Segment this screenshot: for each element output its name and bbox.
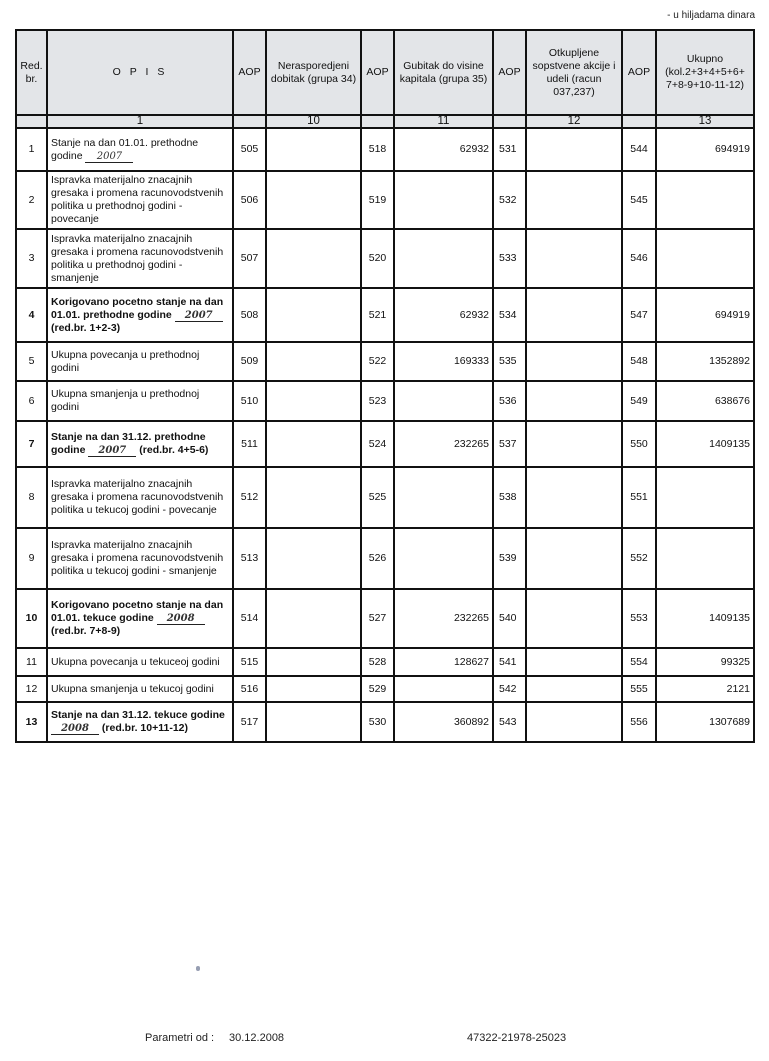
value-col11: 169333 <box>394 342 493 381</box>
header-opis: O P I S <box>47 30 233 115</box>
row-number: 13 <box>16 702 47 742</box>
aop-code-col12: 534 <box>493 288 526 342</box>
header-aop: AOP <box>622 30 656 115</box>
aop-code-col10: 505 <box>233 128 266 171</box>
params-label: Parametri od : <box>145 1032 215 1044</box>
row-description: Stanje na dan 01.01. prethodne godine <box>51 136 199 162</box>
table-row <box>16 421 754 467</box>
value-col12 <box>526 171 622 229</box>
aop-code-col13: 546 <box>622 229 656 288</box>
aop-code-col10: 511 <box>233 421 266 467</box>
value-col10 <box>266 342 361 381</box>
aop-code-col11: 529 <box>361 676 394 702</box>
scan-speck <box>196 966 200 971</box>
table-row <box>16 229 754 288</box>
colnum-empty <box>361 115 394 128</box>
row-number: 11 <box>16 648 47 676</box>
value-col12 <box>526 229 622 288</box>
value-col11 <box>394 467 493 528</box>
table-row <box>16 467 754 528</box>
aop-code-col13: 553 <box>622 589 656 648</box>
row-description-cell <box>47 229 233 288</box>
value-col13 <box>656 229 754 288</box>
row-description-cell <box>47 421 233 467</box>
aop-code-col10: 507 <box>233 229 266 288</box>
value-col12 <box>526 342 622 381</box>
row-number: 12 <box>16 676 47 702</box>
value-col10 <box>266 467 361 528</box>
row-description-cell <box>47 676 233 702</box>
colnum-12: 12 <box>526 115 622 128</box>
row-formula: (red.br. 4+5-6) <box>139 444 209 456</box>
header-row <box>16 30 754 115</box>
aop-code-col13: 550 <box>622 421 656 467</box>
row-description-cell <box>47 528 233 589</box>
row-description: Stanje na dan 31.12. prethodne godine <box>51 431 206 456</box>
value-col12 <box>526 589 622 648</box>
aop-code-col12: 533 <box>493 229 526 288</box>
table-row <box>16 589 754 648</box>
row-description-cell <box>47 171 233 229</box>
row-description: Ukupna povecanja u prethodnoj godini <box>51 348 200 374</box>
aop-code-col10: 506 <box>233 171 266 229</box>
handwritten-year: 2008 <box>157 613 205 625</box>
aop-code-col10: 517 <box>233 702 266 742</box>
row-description: Ispravka materijalno znacajnih gresaka i promena racunovodstvenih politika u tekucoj godini - smanjenje <box>51 539 224 577</box>
table-body <box>16 128 754 742</box>
aop-code-col13: 549 <box>622 381 656 421</box>
aop-code-col13: 547 <box>622 288 656 342</box>
value-col11 <box>394 676 493 702</box>
value-col10 <box>266 676 361 702</box>
row-description: Ispravka materijalno znacajnih gresaka i promena racunovodstvenih politika u prethodnoj godini - smanjenje <box>51 232 224 284</box>
aop-code-col12: 531 <box>493 128 526 171</box>
row-description-cell <box>47 589 233 648</box>
value-col12 <box>526 421 622 467</box>
aop-code-col10: 513 <box>233 528 266 589</box>
colnum-empty <box>16 115 47 128</box>
value-col13: 694919 <box>656 128 754 171</box>
value-col12 <box>526 381 622 421</box>
row-description-cell <box>47 381 233 421</box>
header-col13: Ukupno (kol.2+3+4+5+6+ 7+8-9+10-11-12) <box>656 30 754 115</box>
row-description: Stanje na dan 31.12. tekuce godine <box>51 709 225 721</box>
aop-code-col10: 516 <box>233 676 266 702</box>
row-number: 2 <box>16 171 47 229</box>
aop-code-col12: 542 <box>493 676 526 702</box>
aop-code-col10: 515 <box>233 648 266 676</box>
value-col10 <box>266 288 361 342</box>
aop-code-col12: 535 <box>493 342 526 381</box>
aop-code-col11: 522 <box>361 342 394 381</box>
aop-code-col12: 538 <box>493 467 526 528</box>
header-col10: Nerasporedjeni dobitak (grupa 34) <box>266 30 361 115</box>
column-number-row <box>16 115 754 128</box>
row-description-cell <box>47 648 233 676</box>
row-description: Korigovano pocetno stanje na dan 01.01. prethodne godine <box>51 295 224 321</box>
aop-code-col11: 526 <box>361 528 394 589</box>
unit-note: - u hiljadama dinara <box>667 10 755 21</box>
value-col11 <box>394 229 493 288</box>
row-description: Ukupna smanjenja u tekucoj godini <box>51 682 214 695</box>
aop-code-col12: 541 <box>493 648 526 676</box>
handwritten-year: 2008 <box>51 723 99 735</box>
value-col12 <box>526 467 622 528</box>
document-code: 47322-21978-25023 <box>467 1032 567 1044</box>
aop-code-col11: 524 <box>361 421 394 467</box>
colnum-11: 11 <box>394 115 493 128</box>
aop-code-col11: 523 <box>361 381 394 421</box>
aop-code-col12: 540 <box>493 589 526 648</box>
row-description-cell <box>47 467 233 528</box>
colnum-empty <box>493 115 526 128</box>
value-col11: 62932 <box>394 288 493 342</box>
header-col12: Otkupljene sopstvene akcije i udeli (racun 037,237) <box>526 30 622 115</box>
table-row <box>16 676 754 702</box>
row-description-cell <box>47 128 233 171</box>
table-row <box>16 342 754 381</box>
row-number: 3 <box>16 229 47 288</box>
value-col10 <box>266 702 361 742</box>
aop-code-col11: 525 <box>361 467 394 528</box>
value-col13: 2121 <box>656 676 754 702</box>
aop-code-col13: 544 <box>622 128 656 171</box>
table-row <box>16 171 754 229</box>
value-col11 <box>394 171 493 229</box>
handwritten-year: 2007 <box>175 310 223 322</box>
handwritten-year: 2007 <box>88 445 136 457</box>
value-col12 <box>526 288 622 342</box>
aop-code-col11: 530 <box>361 702 394 742</box>
row-formula: (red.br. 10+11-12) <box>101 722 189 734</box>
value-col10 <box>266 171 361 229</box>
value-col12 <box>526 128 622 171</box>
value-col13: 1409135 <box>656 589 754 648</box>
aop-code-col10: 508 <box>233 288 266 342</box>
row-description-cell <box>47 342 233 381</box>
table-row <box>16 288 754 342</box>
value-col11: 232265 <box>394 421 493 467</box>
row-number: 1 <box>16 128 47 171</box>
value-col12 <box>526 648 622 676</box>
aop-code-col12: 539 <box>493 528 526 589</box>
aop-code-col11: 520 <box>361 229 394 288</box>
aop-code-col10: 514 <box>233 589 266 648</box>
header-aop: AOP <box>233 30 266 115</box>
value-col10 <box>266 229 361 288</box>
value-col11: 360892 <box>394 702 493 742</box>
table-row <box>16 702 754 742</box>
row-description: Ukupna povecanja u tekuceoj godini <box>51 655 220 668</box>
colnum-empty <box>622 115 656 128</box>
aop-code-col11: 519 <box>361 171 394 229</box>
colnum-13: 13 <box>656 115 754 128</box>
colnum-10: 10 <box>266 115 361 128</box>
table-row <box>16 528 754 589</box>
row-number: 5 <box>16 342 47 381</box>
aop-code-col11: 527 <box>361 589 394 648</box>
header-aop: AOP <box>361 30 394 115</box>
value-col10 <box>266 128 361 171</box>
aop-code-col11: 528 <box>361 648 394 676</box>
table-row <box>16 128 754 171</box>
value-col10 <box>266 381 361 421</box>
aop-code-col13: 552 <box>622 528 656 589</box>
header-red-br: Red. br. <box>16 30 47 115</box>
value-col11: 232265 <box>394 589 493 648</box>
value-col12 <box>526 528 622 589</box>
value-col10 <box>266 648 361 676</box>
row-description: Ispravka materijalno znacajnih gresaka i promena racunovodstvenih politika u prethodnoj godini - povecanje <box>51 174 224 225</box>
aop-code-col12: 543 <box>493 702 526 742</box>
aop-code-col10: 510 <box>233 381 266 421</box>
row-number: 10 <box>16 589 47 648</box>
row-formula: (red.br. 7+8-9) <box>51 625 121 637</box>
table-row <box>16 381 754 421</box>
aop-code-col13: 551 <box>622 467 656 528</box>
equity-changes-table <box>15 29 755 743</box>
table-row <box>16 648 754 676</box>
header-col11: Gubitak do visine kapitala (grupa 35) <box>394 30 493 115</box>
row-number: 8 <box>16 467 47 528</box>
value-col10 <box>266 421 361 467</box>
value-col13 <box>656 171 754 229</box>
row-description: Ispravka materijalno znacajnih gresaka i promena racunovodstvenih politika u tekucoj godini - povecanje <box>51 478 224 516</box>
row-number: 9 <box>16 528 47 589</box>
aop-code-col10: 509 <box>233 342 266 381</box>
aop-code-col12: 537 <box>493 421 526 467</box>
value-col13: 694919 <box>656 288 754 342</box>
value-col11 <box>394 528 493 589</box>
value-col13: 1307689 <box>656 702 754 742</box>
row-number: 6 <box>16 381 47 421</box>
aop-code-col13: 554 <box>622 648 656 676</box>
value-col11 <box>394 381 493 421</box>
row-description-cell <box>47 288 233 342</box>
row-number: 4 <box>16 288 47 342</box>
handwritten-year: 2007 <box>85 151 133 163</box>
aop-code-col13: 555 <box>622 676 656 702</box>
params-date: 30.12.2008 <box>229 1032 285 1044</box>
value-col13: 1352892 <box>656 342 754 381</box>
aop-code-col12: 536 <box>493 381 526 421</box>
value-col13 <box>656 528 754 589</box>
row-number: 7 <box>16 421 47 467</box>
aop-code-col11: 521 <box>361 288 394 342</box>
row-description: Ukupna smanjenja u prethodnoj godini <box>51 388 200 413</box>
aop-code-col10: 512 <box>233 467 266 528</box>
aop-code-col13: 548 <box>622 342 656 381</box>
value-col10 <box>266 528 361 589</box>
header-aop: AOP <box>493 30 526 115</box>
aop-code-col13: 545 <box>622 171 656 229</box>
colnum-opis: 1 <box>47 115 233 128</box>
row-description-cell <box>47 702 233 742</box>
value-col11: 128627 <box>394 648 493 676</box>
colnum-empty <box>233 115 266 128</box>
value-col13: 638676 <box>656 381 754 421</box>
value-col12 <box>526 702 622 742</box>
value-col13: 1409135 <box>656 421 754 467</box>
row-formula: (red.br. 1+2-3) <box>51 321 121 334</box>
aop-code-col11: 518 <box>361 128 394 171</box>
row-description: Korigovano pocetno stanje na dan 01.01. tekuce godine <box>51 599 224 624</box>
value-col10 <box>266 589 361 648</box>
aop-code-col13: 556 <box>622 702 656 742</box>
value-col13 <box>656 467 754 528</box>
aop-code-col12: 532 <box>493 171 526 229</box>
value-col12 <box>526 676 622 702</box>
value-col13: 99325 <box>656 648 754 676</box>
value-col11: 62932 <box>394 128 493 171</box>
